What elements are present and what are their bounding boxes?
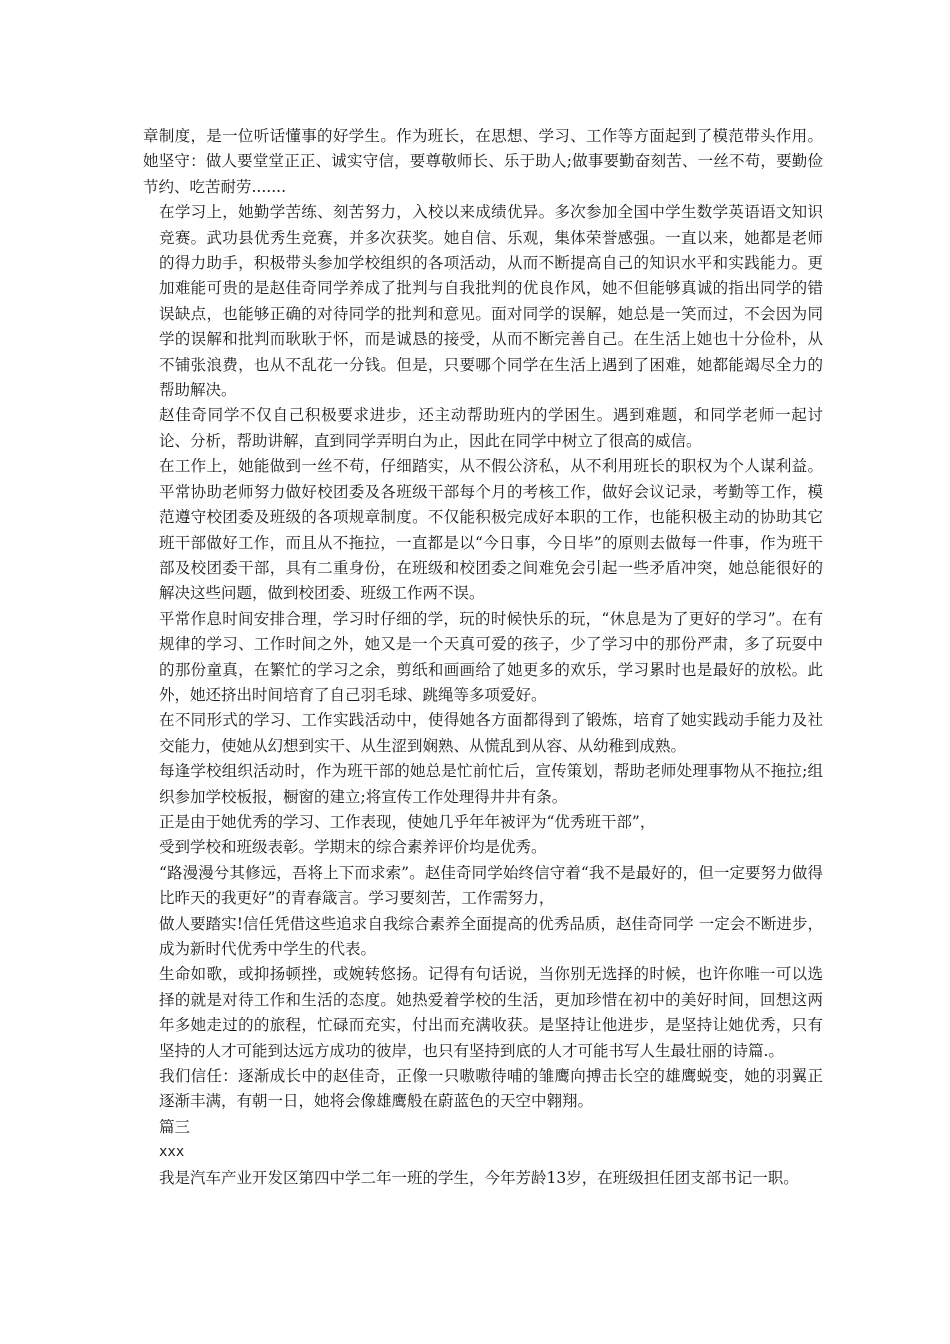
paragraph-13: 我们信任：逐渐成长中的赵佳奇，正像一只嗷嗷待哺的雏鹰向搏击长空的雄鹰蜕变，她的羽翼正逐渐丰满，有朝一日，她将会像雄鹰般在蔚蓝色的天空中翱翔。 [159, 1067, 823, 1111]
section-heading: 篇三 [159, 1117, 191, 1136]
paragraph-7: 每逢学校组织活动时，作为班干部的她总是忙前忙后，宣传策划，帮助老师处理事物从不拖拉;组织参加学校板报，橱窗的建立;将宣传工作处理得井井有条。 [159, 762, 823, 806]
paragraph-4: 在工作上，她能做到一丝不苟，仔细踏实，从不假公济私，从不利用班长的职权为个人谋利益。平常协助老师努力做好校团委及各班级干部每个月的考核工作，做好会议记录，考勤等工作，模范遵守校团委及班级的各项规章制度。不仅能积极完成好本职的工作，也能积极主动的协助其它班干部做好工作，而且从不拖拉，一直都是以“今日事，今日毕”的原则去做每一件事，作为班干部及校团委干部，具有二重身份，在班级和校团委之间难免会引起一些矛盾冲突，她总能很好的解决这些问题，做到校团委、班级工作两不误。 [159, 457, 823, 603]
paragraph-12: 生命如歌，或抑扬顿挫，或婉转悠扬。记得有句话说，当你别无选择的时候，也许你唯一可以选择的就是对待工作和生活的态度。她热爱着学校的生活，更加珍惜在初中的美好时间，回想这两年多她走过的的旅程，忙碌而充实，付出而充满收获。是坚持让他进步，是坚持让她优秀，只有坚持的人才可能到达远方成功的彼岸，也只有坚持到底的人才可能书写人生最壮丽的诗篇.。 [159, 965, 823, 1060]
paragraph-10: “路漫漫兮其修远，吾将上下而求索”。赵佳奇同学始终信守着“我不是最好的，但一定要努力做得比昨天的我更好”的青春箴言。学习要刻苦，工作需努力， [159, 863, 823, 908]
paragraph-11: 做人要踏实!信任凭借这些追求自我综合素养全面提高的优秀品质，赵佳奇同学 一定会不断进步，成为新时代优秀中学生的代表。 [159, 914, 823, 958]
paragraph-8: 正是由于她优秀的学习、工作表现，使她几乎年年被评为“优秀班干部”， [159, 812, 656, 831]
paragraph-16: 我是汽车产业开发区第四中学二年一班的学生，今年芳龄13岁，在班级担任团支部书记一职。 [159, 1168, 799, 1187]
paragraph-1: 章制度，是一位听话懂事的好学生。作为班长，在思想、学习、工作等方面起到了模范带头作用。她坚守：做人要堂堂正正、诚实守信，要尊敬师长、乐于助人;做事要勤奋刻苦、一丝不苟，要勤俭节约、吃苦耐劳....... [143, 127, 823, 196]
document-body [143, 124, 823, 1191]
paragraph-9: 受到学校和班级表彰。学期末的综合素养评价均是优秀。 [159, 838, 547, 857]
paragraph-6: 在不同形式的学习、工作实践活动中，使得她各方面都得到了锻炼，培育了她实践动手能力及社交能力，使她从幻想到实干、从生涩到娴熟、从慌乱到从容、从幼稚到成熟。 [159, 711, 823, 755]
author-placeholder: xxx [159, 1144, 185, 1161]
paragraph-3: 赵佳奇同学不仅自己积极要求进步，还主动帮助班内的学困生。遇到难题，和同学老师一起讨论、分析，帮助讲解，直到同学弄明白为止，因此在同学中树立了很高的威信。 [159, 406, 823, 450]
paragraph-5: 平常作息时间安排合理，学习时仔细的学，玩的时候快乐的玩，“休息是为了更好的学习”。在有规律的学习、工作时间之外，她又是一个天真可爱的孩子，少了学习中的那份严肃，多了玩耍中的那份童真，在繁忙的学习之余，剪纸和画画给了她更多的欢乐，学习累时也是最好的放松。此外，她还挤出时间培育了自己羽毛球、跳绳等多项爱好。 [159, 609, 823, 704]
paragraph-2: 在学习上，她勤学苦练、刻苦努力，入校以来成绩优异。多次参加全国中学生数学英语语文知识竞赛。武功县优秀生竞赛，并多次获奖。她自信、乐观，集体荣誉感强。一直以来，她都是老师的得力助手，积极带头参加学校组织的各项活动，从而不断提高自己的知识水平和实践能力。更加难能可贵的是赵佳奇同学养成了批判与自我批判的优良作风，她不但能够真诚的指出同学的错误缺点，也能够正确的对待同学的批判和意见。面对同学的误解，她总是一笑而过，不会因为同学的误解和批判而耿耿于怀，而是诚恳的接受，从而不断完善自己。在生活上她也十分俭朴，从不铺张浪费，也从不乱花一分钱。但是，只要哪个同学在生活上遇到了困难，她都能竭尽全力的帮助解决。 [159, 203, 823, 400]
